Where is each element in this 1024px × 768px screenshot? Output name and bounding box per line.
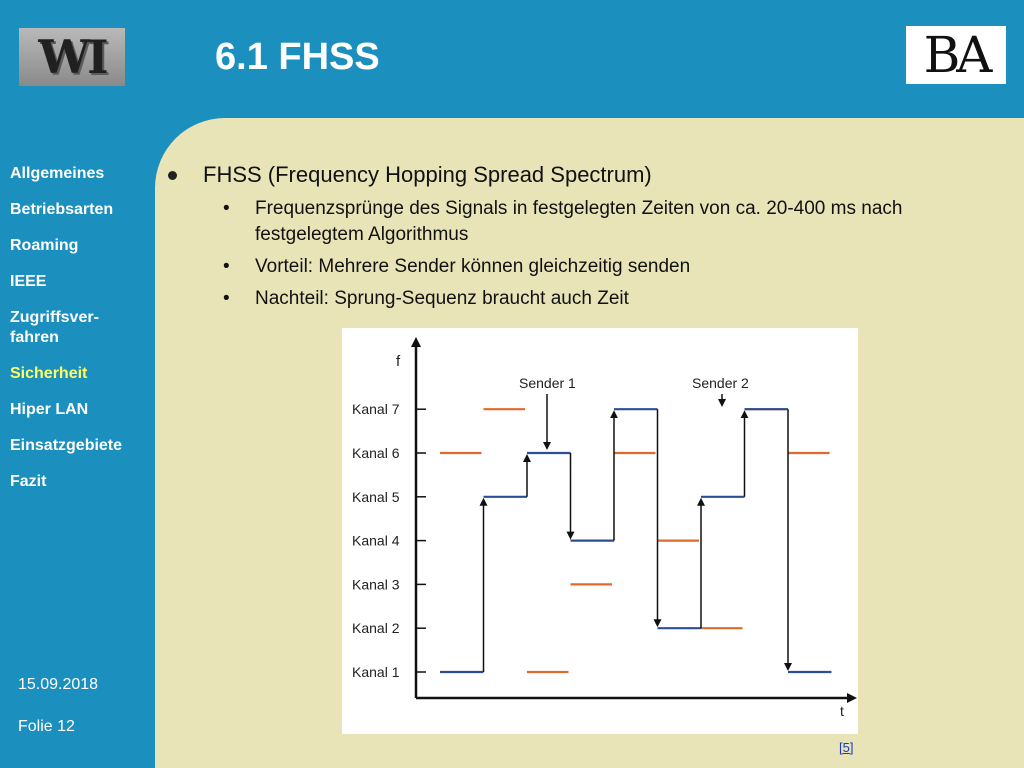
channel-label-1: Kanal 1 [352, 664, 400, 680]
sidebar-item-einsatzgebiete[interactable]: Einsatzgebiete [10, 437, 123, 454]
sidebar-item-hiper-lan[interactable]: Hiper LAN [10, 401, 89, 418]
sidebar-nav [10, 164, 155, 508]
channel-label-6: Kanal 6 [352, 445, 400, 461]
sidebar-item-zugriffsverfahren[interactable]: Zugriffsver- fahren [10, 309, 99, 346]
sub-bullet-vorteil: • Vorteil: Mehrere Sender können gleichzeitig senden [165, 254, 1005, 280]
main-bullet: FHSS (Frequency Hopping Spread Spectrum) [165, 160, 1005, 190]
channel-label-4: Kanal 4 [352, 532, 400, 549]
sidebar-item-ieee[interactable]: IEEE [10, 273, 47, 290]
sender2-series [440, 409, 830, 672]
ba-logo-text: BA [923, 26, 989, 84]
channel-label-2: Kanal 2 [352, 620, 400, 637]
sidebar-item-roaming[interactable]: Roaming [10, 237, 79, 254]
x-axis-label: t [840, 703, 844, 719]
footer-page-number: Folie 12 [18, 718, 75, 735]
bullet-list [165, 160, 1005, 318]
header [0, 0, 1024, 118]
sidebar-item-allgemeines[interactable]: Allgemeines [10, 165, 105, 182]
sender1-label: Sender 1 [519, 375, 576, 391]
sub-bullet-frequenzspruenge: • Frequenzsprünge des Signals in festgelegten Zeiten von ca. 20-400 ms nach festgelegtem Algorithmus [165, 196, 1005, 248]
y-axis-label: f [396, 353, 401, 370]
page-title: 6.1 FHSS [215, 36, 380, 78]
footer-date: 15.09.2018 [18, 676, 99, 693]
fhss-diagram [342, 328, 858, 734]
wi-logo-text: WI [38, 30, 106, 84]
channel-label-7: Kanal 7 [352, 401, 400, 418]
sender2-label: Sender 2 [692, 375, 749, 391]
sidebar-item-betriebsarten[interactable]: Betriebsarten [10, 201, 114, 218]
sender1-series [440, 409, 832, 672]
channel-label-3: Kanal 3 [352, 576, 400, 593]
sidebar-item-fazit[interactable]: Fazit [10, 473, 47, 490]
fhss-diagram-svg [342, 328, 858, 734]
wi-logo [19, 28, 125, 86]
channel-ticks [416, 409, 426, 672]
ba-logo [906, 26, 1006, 84]
sidebar-item-sicherheit[interactable]: Sicherheit [10, 365, 88, 382]
channel-labels [352, 401, 400, 680]
channel-label-5: Kanal 5 [352, 488, 400, 505]
sub-bullet-list [165, 196, 1005, 312]
citation-link[interactable]: [5] [839, 740, 854, 755]
sub-bullet-nachteil: • Nachteil: Sprung-Sequenz braucht auch Zeit [165, 286, 1005, 312]
